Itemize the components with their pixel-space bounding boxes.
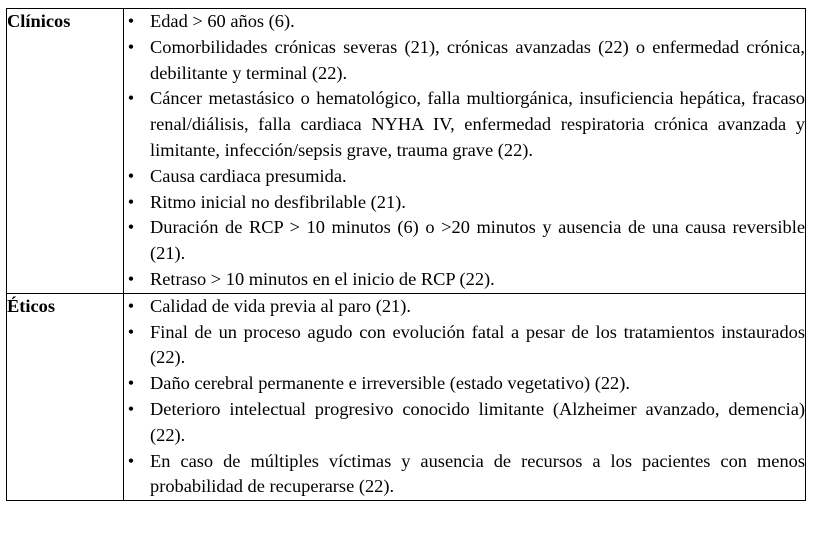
bullet-icon: • [127,268,135,289]
list-item: • Daño cerebral permanente e irreversible (estado vegetativo) (22). [124,371,805,397]
bullet-icon: • [127,450,135,471]
criteria-list [124,9,805,293]
bullet-icon: • [127,36,135,57]
list-item: • Retraso > 10 minutos en el inicio de RCP (22). [124,267,805,293]
list-item: • Cáncer metastásico o hematológico, falla multiorgánica, insuficiencia hepática, fracaso renal/diálisis, falla cardiaca NYHA IV, enfermedad respiratoria crónica avanzada y limitante, infección/sepsis grave, trauma grave (22). [124,86,805,163]
list-item: • Calidad de vida previa al paro (21). [124,294,805,320]
bullet-icon: • [127,11,135,31]
list-item: • Final de un proceso agudo con evolución fatal a pesar de los tratamientos instaurados (22). [124,320,805,372]
bullet-icon: • [127,295,135,316]
criteria-table [6,8,806,501]
items-cell [124,293,806,500]
list-item: • Duración de RCP > 10 minutos (6) o >20 minutos y ausencia de una causa reversible (21). [124,215,805,267]
list-item: • En caso de múltiples víctimas y ausencia de recursos a los pacientes con menos probabilidad de recuperarse (22). [124,449,805,501]
criteria-list [124,294,805,500]
bullet-icon: • [127,217,135,238]
list-item: • Comorbilidades crónicas severas (21), crónicas avanzadas (22) o enfermedad crónica, debilitante y terminal (22). [124,35,805,87]
category-cell [7,293,124,500]
bullet-icon: • [127,373,135,394]
bullet-icon: • [127,191,135,212]
table-row-eticos [7,293,806,500]
list-item: • Deterioro intelectual progresivo conocido limitante (Alzheimer avanzado, demencia) (22). [124,397,805,449]
table-row-clinicos [7,9,806,294]
category-cell [7,9,124,294]
bullet-icon: • [127,398,135,419]
list-item: • Causa cardiaca presumida. [124,164,805,190]
bullet-icon: • [127,88,135,109]
list-item: • Ritmo inicial no desfibrilable (21). [124,190,805,216]
items-cell [124,9,806,294]
bullet-icon: • [127,165,135,186]
category-label: Clínicos [7,11,71,31]
category-label: Éticos [7,295,56,316]
bullet-icon: • [127,321,135,342]
list-item: • Edad > 60 años (6). [124,9,805,35]
